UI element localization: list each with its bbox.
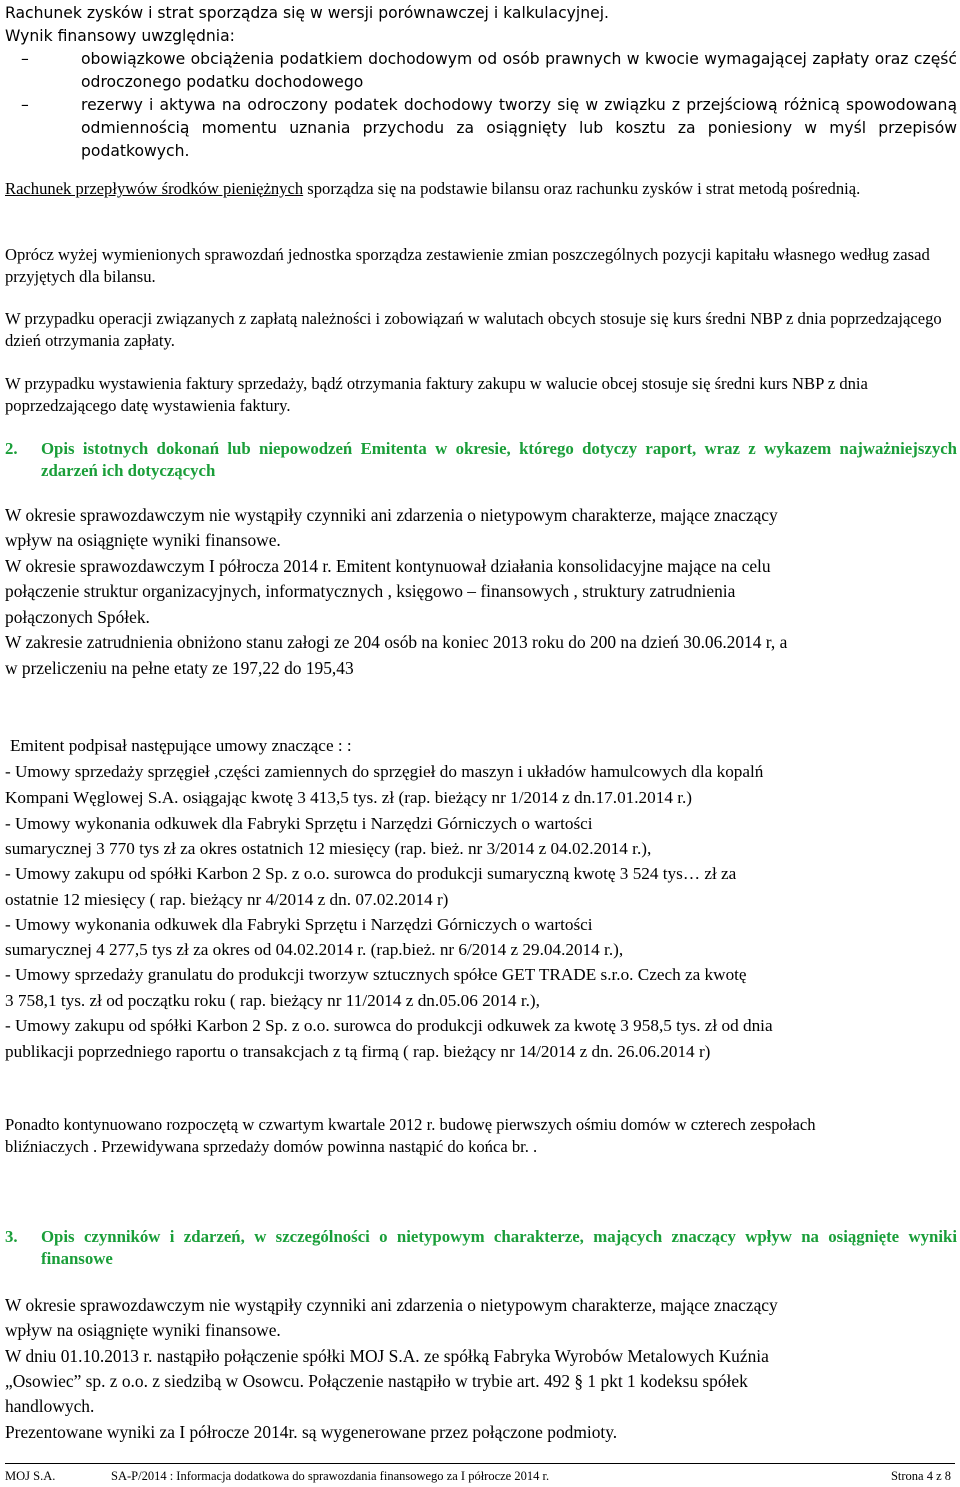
section-2-line: połączenie struktur organizacyjnych, informatycznych , księgowo – finansowych , struktury zatrudnienia xyxy=(5,581,736,601)
section-2-line: połączonych Spółek. xyxy=(5,607,150,627)
housing-line: Ponadto kontynuowano rozpoczętą w czwartym kwartale 2012 r. budowę pierwszych ośmiu domów w czterech zespołach xyxy=(5,1115,816,1134)
section-3-line: „Osowiec” sp. z o.o. z siedzibą w Osowcu. Połączenie nastąpiło w trybie art. 492 § 1 pkt 1 kodeksu spółek xyxy=(5,1371,748,1391)
cashflow-paragraph xyxy=(5,178,957,200)
page-footer xyxy=(5,1463,955,1486)
section-3-line: handlowych. xyxy=(5,1396,95,1416)
list-item xyxy=(5,48,957,94)
section-number: 3. xyxy=(5,1227,18,1246)
fx-paragraph-2: W przypadku wystawienia faktury sprzedaży, bądź otrzymania faktury zakupu w walucie obcej stosuje się średni kurs NBP z dnia poprzedzającego datę wystawienia faktury. xyxy=(5,374,868,415)
contract-line: - Umowy zakupu od spółki Karbon 2 Sp. z o.o. surowca do produkcji sumaryczną kwotę 3 524 tys… zł za xyxy=(5,864,737,883)
section-2-line: wpływ na osiągnięte wyniki finansowe. xyxy=(5,530,281,550)
financial-result-intro: Wynik finansowy uwzględnia: xyxy=(5,27,235,45)
cashflow-rest: sporządza się na podstawie bilansu oraz rachunku zysków i strat metodą pośrednią. xyxy=(303,179,861,198)
cashflow-underlined: Rachunek przepływów środków pieniężnych xyxy=(5,179,304,198)
contract-line: - Umowy wykonania odkuwek dla Fabryki Sprzętu i Narzędzi Górniczych o wartości xyxy=(5,915,593,934)
list-item-text: rezerwy i aktywa na odroczony podatek dochodowy tworzy się w związku z przejściową różnicą spowodowaną odmiennością momentu uznania przychodu za osiągnięty lub kosztu za poniesiony w myśl przepisów podatkowych. xyxy=(81,96,957,160)
dash-bullet: – xyxy=(21,50,29,68)
section-3-line: W okresie sprawozdawczym nie wystąpiły czynniki ani zdarzenia o nietypowym charakterze, mające znaczący xyxy=(5,1295,778,1315)
income-statement-line: Rachunek zysków i strat sporządza się w wersji porównawczej i kalkulacyjnej. xyxy=(5,4,610,22)
section-2-line: w przeliczeniu na pełne etaty ze 197,22 do 195,43 xyxy=(5,658,354,678)
section-title: Opis czynników i zdarzeń, w szczególności o nietypowym charakterze, mających znaczący wpływ na osiągnięte wyniki finansowe xyxy=(41,1227,957,1268)
contract-line: - Umowy zakupu od spółki Karbon 2 Sp. z o.o. surowca do produkcji odkuwek za kwotę 3 958,5 tys. zł od dnia xyxy=(5,1016,773,1035)
footer-company: MOJ S.A. xyxy=(5,1469,56,1483)
list-item-text: obowiązkowe obciążenia podatkiem dochodowym od osób prawnych w kwocie wymagającej zapłaty oraz część odroczonego podatku dochodowego xyxy=(81,50,957,91)
contract-line: - Umowy wykonania odkuwek dla Fabryki Sprzętu i Narzędzi Górniczych o wartości xyxy=(5,814,593,833)
contract-line: Kompani Węglowej S.A. osiągając kwotę 3 413,5 tys. zł (rap. bieżący nr 1/2014 z dn.17.01.2014 r.) xyxy=(5,788,693,807)
section-2-line: W zakresie zatrudnienia obniżono stanu załogi ze 204 osób na koniec 2013 roku do 200 na dzień 30.06.2014 r, a xyxy=(5,632,788,652)
contract-line: publikacji poprzedniego raportu o transakcjach z tą firmą ( rap. bieżący nr 14/2014 z dn. 26.06.2014 r) xyxy=(5,1042,711,1061)
section-2-heading xyxy=(5,438,957,482)
list-item xyxy=(5,94,957,163)
contract-line: sumarycznej 4 277,5 tys zł za okres od 04.02.2014 r. (rap.bież. nr 6/2014 z 29.04.2014 r.), xyxy=(5,940,624,959)
contract-line: sumarycznej 3 770 tys zł za okres ostatnich 12 miesięcy (rap. bież. nr 3/2014 z 04.02.2014 r.), xyxy=(5,839,652,858)
housing-line: bliźniaczych . Przewidywana sprzedaży domów powinna nastąpić do końca br. . xyxy=(5,1137,538,1156)
footer-page-number: Strona 4 z 8 xyxy=(890,1469,951,1483)
fx-paragraph-1: W przypadku operacji związanych z zapłatą należności i zobowiązań w walutach obcych stosuje się kurs średni NBP z dnia poprzedzającego dzień otrzymania zapłaty. xyxy=(5,309,942,350)
contract-line: 3 758,1 tys. zł od początku roku ( rap. bieżący nr 11/2014 z dn.05.06 2014 r.), xyxy=(5,991,540,1010)
section-3-heading xyxy=(5,1226,957,1270)
dash-bullet: – xyxy=(21,96,29,114)
equity-paragraph: Oprócz wyżej wymienionych sprawozdań jednostka sporządza zestawienie zmian poszczególnych pozycji kapitału własnego według zasad przyjętych dla bilansu. xyxy=(5,245,930,286)
section-2-line: W okresie sprawozdawczym I półrocza 2014 r. Emitent kontynuował działania konsolidacyjne mające na celu xyxy=(5,556,771,576)
section-2-line: W okresie sprawozdawczym nie wystąpiły czynniki ani zdarzenia o nietypowym charakterze, mające znaczący xyxy=(5,505,778,525)
section-title: Opis istotnych dokonań lub niepowodzeń Emitenta w okresie, którego dotyczy raport, wraz z wykazem najważniejszych zdarzeń ich dotyczących xyxy=(41,439,957,480)
footer-document-title: SA-P/2014 : Informacja dodatkowa do sprawozdania finansowego za I półrocze 2014 r. xyxy=(111,1469,550,1483)
contract-line: - Umowy sprzedaży sprzęgieł ,części zamiennych do sprzęgieł do maszyn i układów hamulcowych dla kopalń xyxy=(5,762,764,781)
section-3-line: Prezentowane wyniki za I półrocze 2014r. są wygenerowane przez połączone podmioty. xyxy=(5,1422,618,1442)
section-3-line: W dniu 01.10.2013 r. nastąpiło połączenie spółki MOJ S.A. ze spółką Fabryka Wyrobów Metalowych Kuźnia xyxy=(5,1346,769,1366)
section-3-line: wpływ na osiągnięte wyniki finansowe. xyxy=(5,1320,281,1340)
contract-line: - Umowy sprzedaży granulatu do produkcji tworzyw sztucznych spółce GET TRADE s.r.o. Czech za kwotę xyxy=(5,965,747,984)
contract-line: ostatnie 12 miesięcy ( rap. bieżący nr 4/2014 z dn. 07.02.2014 r) xyxy=(5,890,449,909)
section-number: 2. xyxy=(5,439,18,458)
contracts-intro: Emitent podpisał następujące umowy znaczące : : xyxy=(10,736,352,755)
